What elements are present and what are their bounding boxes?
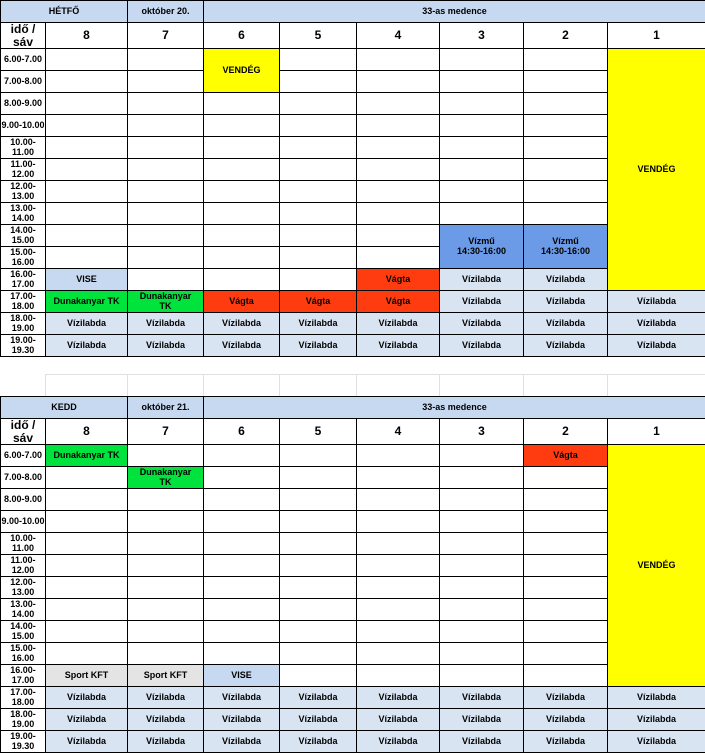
empty-cell [46, 643, 128, 665]
time-slot: 13.00-14.00 [1, 599, 46, 621]
lane-header: 8 [46, 23, 128, 49]
empty-cell [440, 599, 524, 621]
empty-cell [46, 467, 128, 489]
empty-cell [46, 621, 128, 643]
booking-vizilabda: Vízilabda [524, 291, 608, 313]
empty-cell [524, 511, 608, 533]
empty-cell [524, 115, 608, 137]
empty-cell [204, 93, 280, 115]
time-slot: 14.00-15.00 [1, 225, 46, 247]
empty-cell [128, 533, 204, 555]
booking-vizilabda: Vízilabda [46, 313, 128, 335]
empty-cell [280, 71, 357, 93]
gridline [0, 374, 46, 397]
lane-header: 3 [440, 419, 524, 445]
empty-cell [280, 225, 357, 247]
empty-cell [128, 599, 204, 621]
booking-vizilabda: Vízilabda [440, 335, 524, 357]
tuesday-schedule [0, 396, 705, 753]
empty-cell [440, 181, 524, 203]
empty-cell [524, 599, 608, 621]
lane-header: 6 [204, 23, 280, 49]
booking-vizilabda: Vízilabda [280, 335, 357, 357]
booking-vizilabda: Vízilabda [608, 291, 705, 313]
pool-title: 33-as medence [204, 397, 705, 419]
empty-cell [280, 115, 357, 137]
time-slot: 7.00-8.00 [1, 71, 46, 93]
empty-cell [128, 93, 204, 115]
booking-vizilabda: Vízilabda [440, 291, 524, 313]
empty-cell [357, 489, 440, 511]
lane-header: 3 [440, 23, 524, 49]
empty-cell [524, 137, 608, 159]
time-slot: 15.00-16.00 [1, 247, 46, 269]
day-title: HÉTFŐ [1, 1, 128, 23]
empty-cell [46, 577, 128, 599]
booking-vizilabda: Vízilabda [357, 687, 440, 709]
empty-cell [524, 577, 608, 599]
empty-cell [524, 93, 608, 115]
empty-cell [128, 225, 204, 247]
lane-header: 2 [524, 23, 608, 49]
time-lane-label: idő / sáv [1, 23, 46, 49]
empty-cell [46, 489, 128, 511]
empty-cell [128, 71, 204, 93]
empty-cell [440, 49, 524, 71]
empty-cell [524, 489, 608, 511]
booking-vizilabda: Vízilabda [128, 313, 204, 335]
booking-vizilabda: Vízilabda [524, 269, 608, 291]
empty-cell [204, 599, 280, 621]
empty-cell [524, 555, 608, 577]
time-slot: 11.00-12.00 [1, 555, 46, 577]
empty-cell [440, 489, 524, 511]
empty-cell [357, 599, 440, 621]
empty-cell [280, 643, 357, 665]
booking-vagta: Vágta [204, 291, 280, 313]
time-slot: 10.00-11.00 [1, 533, 46, 555]
booking-vizilabda: Vízilabda [608, 335, 705, 357]
booking-vizilabda: Vízilabda [524, 335, 608, 357]
booking-vise: VISE [46, 269, 128, 291]
empty-cell [204, 621, 280, 643]
booking-vizilabda: Vízilabda [357, 731, 440, 753]
time-slot: 11.00-12.00 [1, 159, 46, 181]
booking-dunakanyar: Dunakanyar TK [128, 291, 204, 313]
booking-vizilabda: Vízilabda [204, 731, 280, 753]
time-slot: 16.00-17.00 [1, 665, 46, 687]
empty-cell [204, 533, 280, 555]
booking-vizilabda: Vízilabda [440, 687, 524, 709]
empty-cell [128, 137, 204, 159]
empty-cell [440, 577, 524, 599]
date-label: október 21. [128, 397, 204, 419]
empty-cell [440, 533, 524, 555]
booking-vizilabda: Vízilabda [524, 709, 608, 731]
empty-cell [204, 445, 280, 467]
empty-cell [524, 159, 608, 181]
booking-vizilabda: Vízilabda [128, 709, 204, 731]
empty-cell [204, 159, 280, 181]
empty-cell [440, 93, 524, 115]
empty-cell [46, 533, 128, 555]
booking-vizilabda: Vízilabda [357, 313, 440, 335]
empty-cell [280, 555, 357, 577]
booking-vizilabda: Vízilabda [524, 687, 608, 709]
empty-cell [204, 115, 280, 137]
empty-cell [357, 93, 440, 115]
empty-cell [128, 247, 204, 269]
empty-cell [280, 203, 357, 225]
booking-vendeg: VENDÉG [204, 49, 280, 93]
booking-vizmu: Vízmű 14:30-16:00 [440, 225, 524, 269]
empty-cell [280, 49, 357, 71]
empty-cell [357, 225, 440, 247]
empty-cell [280, 533, 357, 555]
empty-cell [524, 71, 608, 93]
spreadsheet-gap [0, 352, 705, 397]
time-lane-label: idő / sáv [1, 419, 46, 445]
booking-vendeg: VENDÉG [608, 49, 705, 291]
empty-cell [204, 555, 280, 577]
empty-cell [440, 467, 524, 489]
empty-cell [128, 115, 204, 137]
empty-cell [440, 621, 524, 643]
lane-header: 8 [46, 419, 128, 445]
empty-cell [280, 599, 357, 621]
empty-cell [357, 665, 440, 687]
booking-vizilabda: Vízilabda [440, 313, 524, 335]
booking-vizilabda: Vízilabda [357, 709, 440, 731]
empty-cell [280, 467, 357, 489]
empty-cell [524, 621, 608, 643]
empty-cell [46, 159, 128, 181]
empty-cell [524, 643, 608, 665]
empty-cell [357, 203, 440, 225]
empty-cell [128, 269, 204, 291]
booking-vizilabda: Vízilabda [204, 313, 280, 335]
time-slot: 6.00-7.00 [1, 445, 46, 467]
empty-cell [357, 621, 440, 643]
booking-vagta: Vágta [280, 291, 357, 313]
time-slot: 17.00-18.00 [1, 291, 46, 313]
empty-cell [357, 467, 440, 489]
empty-cell [440, 115, 524, 137]
empty-cell [357, 445, 440, 467]
time-slot: 18.00-19.00 [1, 709, 46, 731]
empty-cell [46, 555, 128, 577]
empty-cell [524, 665, 608, 687]
booking-vizilabda: Vízilabda [608, 687, 705, 709]
booking-vagta: Vágta [357, 269, 440, 291]
empty-cell [204, 247, 280, 269]
booking-sport-kft: Sport KFT [128, 665, 204, 687]
empty-cell [46, 599, 128, 621]
gridline [127, 374, 204, 397]
booking-vizilabda: Vízilabda [440, 709, 524, 731]
empty-cell [357, 533, 440, 555]
booking-sport-kft: Sport KFT [46, 665, 128, 687]
empty-cell [46, 49, 128, 71]
empty-cell [128, 643, 204, 665]
empty-cell [46, 115, 128, 137]
empty-cell [440, 643, 524, 665]
booking-vizilabda: Vízilabda [524, 313, 608, 335]
booking-vizilabda: Vízilabda [608, 731, 705, 753]
empty-cell [524, 49, 608, 71]
empty-cell [128, 555, 204, 577]
empty-cell [357, 159, 440, 181]
empty-cell [204, 137, 280, 159]
empty-cell [46, 71, 128, 93]
empty-cell [46, 137, 128, 159]
empty-cell [440, 203, 524, 225]
empty-cell [128, 489, 204, 511]
booking-vizilabda: Vízilabda [280, 731, 357, 753]
empty-cell [128, 577, 204, 599]
time-slot: 9.00-10.00 [1, 511, 46, 533]
lane-header: 4 [357, 23, 440, 49]
empty-cell [440, 665, 524, 687]
booking-vizilabda: Vízilabda [128, 731, 204, 753]
gridline [356, 374, 440, 397]
empty-cell [46, 247, 128, 269]
empty-cell [280, 181, 357, 203]
empty-cell [357, 555, 440, 577]
time-slot: 8.00-9.00 [1, 489, 46, 511]
empty-cell [280, 577, 357, 599]
time-slot: 6.00-7.00 [1, 49, 46, 71]
empty-cell [204, 225, 280, 247]
gridline [523, 374, 608, 397]
empty-cell [280, 93, 357, 115]
empty-cell [128, 181, 204, 203]
booking-vizilabda: Vízilabda [608, 313, 705, 335]
booking-vizilabda: Vízilabda [46, 731, 128, 753]
empty-cell [440, 159, 524, 181]
gridline [279, 374, 357, 397]
booking-dunakanyar: Dunakanyar TK [46, 445, 128, 467]
empty-cell [357, 71, 440, 93]
booking-vizilabda: Vízilabda [128, 335, 204, 357]
empty-cell [357, 511, 440, 533]
empty-cell [204, 203, 280, 225]
empty-cell [204, 643, 280, 665]
booking-vizilabda: Vízilabda [204, 709, 280, 731]
empty-cell [128, 511, 204, 533]
time-slot: 15.00-16.00 [1, 643, 46, 665]
booking-vizilabda: Vízilabda [204, 687, 280, 709]
lane-header: 5 [280, 419, 357, 445]
time-slot: 18.00-19.00 [1, 313, 46, 335]
lane-header: 6 [204, 419, 280, 445]
empty-cell [357, 577, 440, 599]
time-slot: 12.00-13.00 [1, 181, 46, 203]
empty-cell [524, 533, 608, 555]
empty-cell [128, 49, 204, 71]
booking-dunakanyar: Dunakanyar TK [128, 467, 204, 489]
pool-title: 33-as medence [204, 1, 705, 23]
empty-cell [46, 225, 128, 247]
empty-cell [46, 511, 128, 533]
time-slot: 10.00-11.00 [1, 137, 46, 159]
lane-header: 2 [524, 419, 608, 445]
booking-vizilabda: Vízilabda [524, 731, 608, 753]
empty-cell [46, 181, 128, 203]
booking-vizilabda: Vízilabda [46, 335, 128, 357]
time-slot: 19.00-19.30 [1, 335, 46, 357]
empty-cell [280, 511, 357, 533]
empty-cell [357, 181, 440, 203]
booking-vise: VISE [204, 665, 280, 687]
empty-cell [204, 181, 280, 203]
empty-cell [357, 247, 440, 269]
time-slot: 16.00-17.00 [1, 269, 46, 291]
time-slot: 19.00-19.30 [1, 731, 46, 753]
booking-vizilabda: Vízilabda [440, 269, 524, 291]
time-slot: 13.00-14.00 [1, 203, 46, 225]
empty-cell [204, 577, 280, 599]
lane-header: 1 [608, 23, 705, 49]
empty-cell [440, 511, 524, 533]
empty-cell [440, 555, 524, 577]
empty-cell [204, 467, 280, 489]
empty-cell [280, 247, 357, 269]
time-slot: 9.00-10.00 [1, 115, 46, 137]
empty-cell [46, 203, 128, 225]
booking-vizilabda: Vízilabda [608, 709, 705, 731]
booking-vizilabda: Vízilabda [46, 687, 128, 709]
lane-header: 7 [128, 23, 204, 49]
empty-cell [524, 203, 608, 225]
lane-header: 4 [357, 419, 440, 445]
booking-dunakanyar: Dunakanyar TK [46, 291, 128, 313]
booking-vagta: Vágta [357, 291, 440, 313]
time-slot: 17.00-18.00 [1, 687, 46, 709]
booking-vagta: Vágta [524, 445, 608, 467]
date-label: október 20. [128, 1, 204, 23]
time-slot: 12.00-13.00 [1, 577, 46, 599]
empty-cell [128, 621, 204, 643]
booking-vizilabda: Vízilabda [280, 313, 357, 335]
gridline [439, 374, 524, 397]
gridline [203, 374, 280, 397]
gridline [45, 374, 128, 397]
booking-vizilabda: Vízilabda [46, 709, 128, 731]
monday-schedule [0, 0, 705, 357]
empty-cell [440, 71, 524, 93]
empty-cell [280, 269, 357, 291]
time-slot: 7.00-8.00 [1, 467, 46, 489]
empty-cell [128, 203, 204, 225]
empty-cell [280, 489, 357, 511]
lane-header: 5 [280, 23, 357, 49]
empty-cell [357, 115, 440, 137]
booking-vendeg: VENDÉG [608, 445, 705, 687]
booking-vizilabda: Vízilabda [440, 731, 524, 753]
empty-cell [46, 93, 128, 115]
empty-cell [280, 621, 357, 643]
empty-cell [204, 269, 280, 291]
empty-cell [524, 181, 608, 203]
empty-cell [440, 137, 524, 159]
booking-vizilabda: Vízilabda [128, 687, 204, 709]
empty-cell [128, 159, 204, 181]
booking-vizilabda: Vízilabda [357, 335, 440, 357]
empty-cell [204, 489, 280, 511]
empty-cell [440, 445, 524, 467]
booking-vizilabda: Vízilabda [280, 709, 357, 731]
empty-cell [357, 137, 440, 159]
empty-cell [357, 49, 440, 71]
empty-cell [524, 467, 608, 489]
empty-cell [204, 511, 280, 533]
day-title: KEDD [1, 397, 128, 419]
empty-cell [357, 643, 440, 665]
lane-header: 1 [608, 419, 705, 445]
empty-cell [280, 445, 357, 467]
time-slot: 8.00-9.00 [1, 93, 46, 115]
lane-header: 7 [128, 419, 204, 445]
empty-cell [280, 137, 357, 159]
time-slot: 14.00-15.00 [1, 621, 46, 643]
booking-vizilabda: Vízilabda [280, 687, 357, 709]
empty-cell [280, 159, 357, 181]
booking-vizilabda: Vízilabda [204, 335, 280, 357]
empty-cell [128, 445, 204, 467]
booking-vizmu: Vízmű 14:30-16:00 [524, 225, 608, 269]
empty-cell [280, 665, 357, 687]
